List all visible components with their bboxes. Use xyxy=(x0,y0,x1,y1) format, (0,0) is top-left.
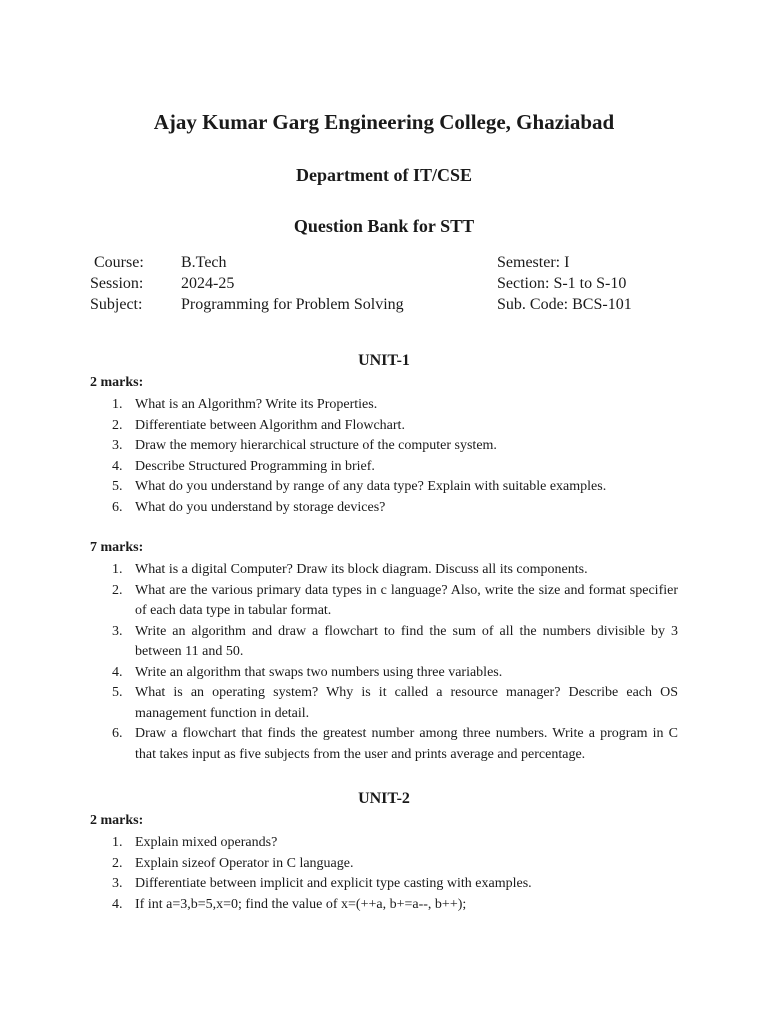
unit-1-2-marks-heading: 2 marks: xyxy=(90,375,144,390)
list-item xyxy=(90,874,678,895)
question-text: Draw a flowchart that finds the greatest number among three numbers. Write a program in C that takes input as five subjects from the user and prints average and percentage. xyxy=(135,726,678,762)
question-text: Write an algorithm that swaps two numbers using three variables. xyxy=(135,664,503,680)
list-item xyxy=(90,622,678,663)
unit-2-heading: UNIT-2 xyxy=(358,790,410,807)
list-item xyxy=(90,477,678,498)
question-text: If int a=3,b=5,x=0; find the value of x=(++a, b+=a--, b++); xyxy=(135,896,467,912)
subject-value: Programming for Problem Solving xyxy=(181,296,404,313)
sub-code-info: Sub. Code: BCS-101 xyxy=(497,296,632,313)
info-labels xyxy=(90,252,175,315)
question-text: What are the various primary data types in c language? Also, write the size and format specifier of each data type in tabular format. xyxy=(135,582,678,618)
list-item xyxy=(90,724,678,765)
list-item xyxy=(90,833,678,854)
question-number: 5. xyxy=(112,685,123,700)
question-number: 2. xyxy=(112,582,123,598)
question-number: 6. xyxy=(112,499,123,515)
list-item xyxy=(90,416,678,437)
document-title: Question Bank for STT xyxy=(293,216,475,236)
unit-1-2-marks-list xyxy=(90,395,678,518)
info-right xyxy=(497,252,717,315)
question-text: Describe Structured Programming in brief. xyxy=(135,458,375,474)
question-number: 2. xyxy=(112,417,123,433)
question-number: 1. xyxy=(112,562,123,577)
list-item xyxy=(90,663,678,684)
list-item xyxy=(90,895,678,916)
question-number: 1. xyxy=(112,397,123,412)
question-number: 4. xyxy=(112,664,123,680)
unit-2-2-marks-list xyxy=(90,833,678,915)
question-number: 3. xyxy=(112,623,123,639)
question-number: 5. xyxy=(112,479,123,494)
question-text: Differentiate between implicit and explicit type casting with examples. xyxy=(135,876,532,891)
question-text: What is an operating system? Why is it called a resource manager? Describe each OS management function in detail. xyxy=(135,685,678,721)
question-text: What do you understand by range of any data type? Explain with suitable examples. xyxy=(135,479,607,494)
unit-2-2-marks-heading: 2 marks: xyxy=(90,813,144,828)
question-number: 3. xyxy=(112,438,123,453)
list-item xyxy=(90,436,678,457)
unit-1-7-marks-list xyxy=(90,560,678,765)
session-value: 2024-25 xyxy=(181,275,235,292)
department-title: Department of IT/CSE xyxy=(296,165,472,185)
question-number: 2. xyxy=(112,855,123,871)
list-item xyxy=(90,560,678,581)
session-label: Session: xyxy=(90,275,144,292)
question-number: 3. xyxy=(112,876,123,891)
question-text: What is an Algorithm? Write its Properties. xyxy=(135,397,378,412)
college-name: Ajay Kumar Garg Engineering College, Ghaziabad xyxy=(153,110,615,134)
course-label: Course: xyxy=(94,254,144,271)
question-number: 6. xyxy=(112,726,123,741)
section-info: Section: S-1 to S-10 xyxy=(497,275,627,292)
question-text: Differentiate between Algorithm and Flowchart. xyxy=(135,417,405,433)
question-text: Explain mixed operands? xyxy=(135,835,278,850)
unit-1-7-marks-heading: 7 marks: xyxy=(90,540,144,555)
subject-label: Subject: xyxy=(90,296,143,313)
course-value: B.Tech xyxy=(181,254,227,271)
list-item xyxy=(90,581,678,622)
question-number: 4. xyxy=(112,896,123,912)
list-item xyxy=(90,395,678,416)
question-text: Explain sizeof Operator in C language. xyxy=(135,855,354,871)
info-values xyxy=(181,252,491,315)
unit-1-heading: UNIT-1 xyxy=(358,352,410,369)
list-item xyxy=(90,498,678,519)
list-item xyxy=(90,854,678,875)
list-item xyxy=(90,457,678,478)
question-text: What do you understand by storage devices? xyxy=(135,499,386,515)
question-text: Write an algorithm and draw a flowchart to find the sum of all the numbers divisible by 3 between 11 and 50. xyxy=(135,623,678,659)
question-number: 1. xyxy=(112,835,123,850)
semester-info: Semester: I xyxy=(497,254,570,271)
question-text: What is a digital Computer? Draw its block diagram. Discuss all its components. xyxy=(135,562,588,577)
question-number: 4. xyxy=(112,458,123,474)
question-text: Draw the memory hierarchical structure of the computer system. xyxy=(135,438,497,453)
list-item xyxy=(90,683,678,724)
